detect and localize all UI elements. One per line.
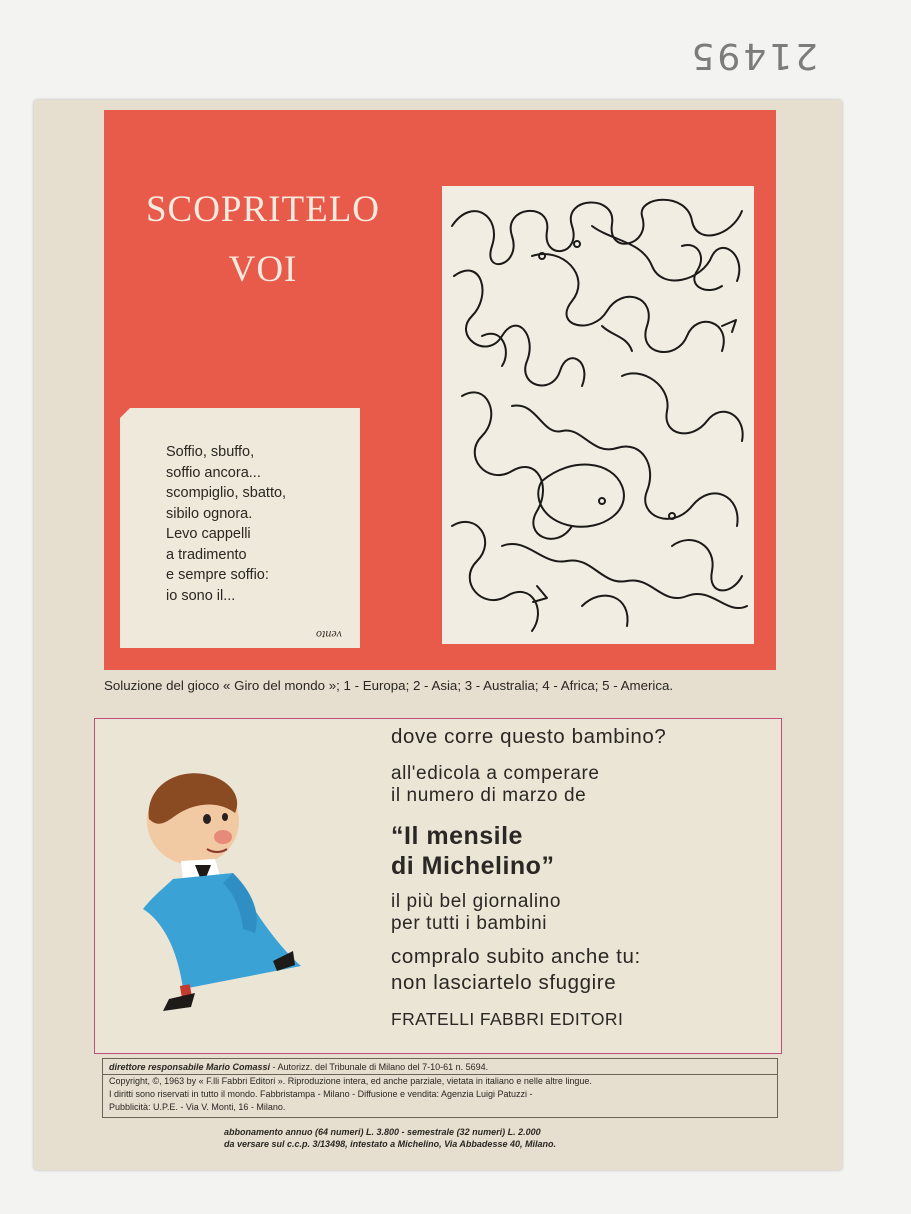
michelino-advert bbox=[94, 718, 782, 1054]
maze-drawing-icon bbox=[442, 186, 754, 644]
title-line-1: SCOPRITELO bbox=[145, 189, 381, 230]
copyright-line: Copyright, ©, 1963 by « F.lli Fabbri Editori ». Riproduzione intera, ed anche parziale, vietata in italiano e nelle altre lingue. bbox=[109, 1076, 592, 1086]
advert-line: il numero di marzo de bbox=[391, 785, 587, 806]
riddle-line: Levo cappelli bbox=[166, 526, 251, 542]
advert-line: il più bel giornalino bbox=[391, 891, 561, 912]
advert-question: dove corre questo bambino? bbox=[391, 725, 667, 748]
riddle-answer: vento bbox=[316, 628, 342, 642]
running-boy-icon bbox=[123, 761, 303, 1011]
title-line-2: VOI bbox=[228, 249, 298, 290]
panel-title bbox=[118, 180, 408, 300]
subscription-info bbox=[224, 1126, 784, 1150]
riddle-line: scompiglio, sbatto, bbox=[166, 485, 287, 501]
credits-box bbox=[102, 1058, 778, 1118]
editor-credit: direttore responsabile Mario Comassi bbox=[109, 1062, 271, 1072]
magazine-back-cover bbox=[34, 100, 842, 1170]
advert-text bbox=[391, 723, 781, 1030]
folded-corner-icon bbox=[120, 408, 130, 418]
handwritten-inventory-note: 21495 bbox=[688, 35, 818, 76]
riddle-text bbox=[166, 442, 356, 606]
hidden-picture-puzzle bbox=[442, 186, 754, 644]
subscription-line: da versare sul c.c.p. 3/13498, intestato a Michelino, Via Abbadesse 40, Milano. bbox=[224, 1139, 556, 1149]
riddle-line: e sempre soffio: bbox=[166, 567, 269, 583]
advert-line: compralo subito anche tu: bbox=[391, 945, 641, 968]
riddle-box bbox=[120, 408, 360, 648]
advertising-line: Pubblicità: U.P.E. - Via V. Monti, 16 - Milano. bbox=[109, 1102, 286, 1112]
rights-line: I diritti sono riservati in tutto il mondo. Fabbristampa - Milano - Diffusione e vendita: Agenzia Luigi Patuzzi - bbox=[109, 1089, 533, 1099]
advert-line: non lasciartelo sfuggire bbox=[391, 971, 617, 994]
magazine-title: “Il mensile bbox=[391, 822, 523, 850]
advert-line: all'edicola a comperare bbox=[391, 763, 600, 784]
riddle-panel bbox=[104, 110, 776, 670]
authorization-text: - Autorizz. del Tribunale di Milano del 7-10-61 n. 5694. bbox=[270, 1062, 489, 1072]
riddle-line: Soffio, sbuffo, bbox=[166, 444, 255, 460]
publisher-name: FRATELLI FABBRI EDITORI bbox=[391, 1009, 624, 1029]
magazine-title: di Michelino” bbox=[391, 852, 555, 880]
solution-text: Soluzione del gioco « Giro del mondo »; 1 - Europa; 2 - Asia; 3 - Australia; 4 - Africa; 5 - America. bbox=[104, 678, 674, 693]
riddle-line: soffio ancora... bbox=[166, 464, 261, 481]
subscription-line: abbonamento annuo (64 numeri) L. 3.800 - semestrale (32 numeri) L. 2.000 bbox=[224, 1127, 541, 1137]
riddle-line: a tradimento bbox=[166, 546, 247, 563]
riddle-line: sibilo ognora. bbox=[166, 505, 253, 522]
advert-line: per tutti i bambini bbox=[391, 913, 548, 934]
riddle-line: io sono il... bbox=[166, 587, 236, 604]
